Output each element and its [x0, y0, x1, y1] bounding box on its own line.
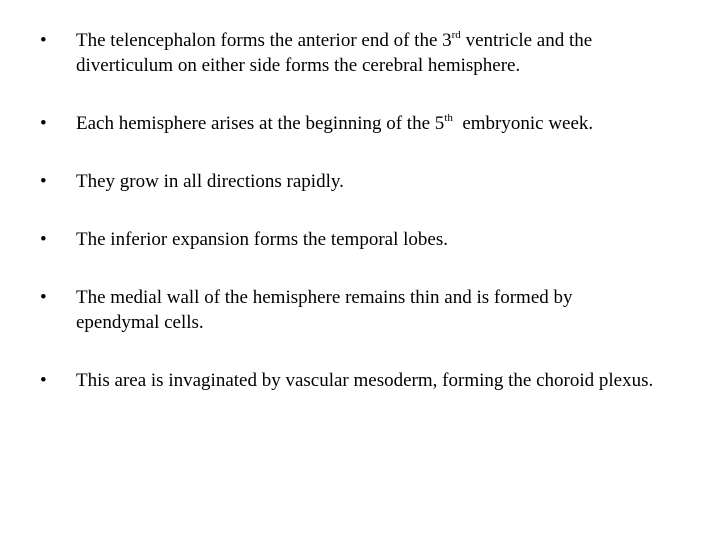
bullet-marker: • — [40, 171, 47, 192]
bullet-item — [40, 169, 660, 194]
bullet-item — [40, 285, 660, 335]
bullet-item — [40, 111, 660, 136]
bullet-marker: • — [40, 287, 47, 308]
superscript: rd — [451, 29, 461, 41]
bullet-text: They grow in all directions rapidly. — [76, 171, 344, 192]
bullet-list — [40, 28, 660, 426]
bullet-text: The medial wall of the hemisphere remains thin and is formed by ependymal cells. — [76, 287, 573, 333]
bullet-marker: • — [40, 370, 47, 391]
bullet-item — [40, 368, 660, 393]
bullet-marker: • — [40, 229, 47, 250]
bullet-text: The telencephalon forms the anterior end of the 3rd ventricle and the diverticulum on either side forms the cerebral hemisphere. — [76, 29, 593, 76]
bullet-item — [40, 28, 660, 78]
bullet-marker: • — [40, 30, 47, 51]
bullet-text: The inferior expansion forms the temporal lobes. — [76, 229, 448, 250]
bullet-item — [40, 227, 660, 252]
superscript: th — [444, 112, 453, 124]
bullet-text: This area is invaginated by vascular mesoderm, forming the choroid plexus. — [76, 370, 654, 391]
bullet-marker: • — [40, 113, 47, 134]
bullet-text: Each hemisphere arises at the beginning of the 5th embryonic week. — [76, 112, 594, 134]
